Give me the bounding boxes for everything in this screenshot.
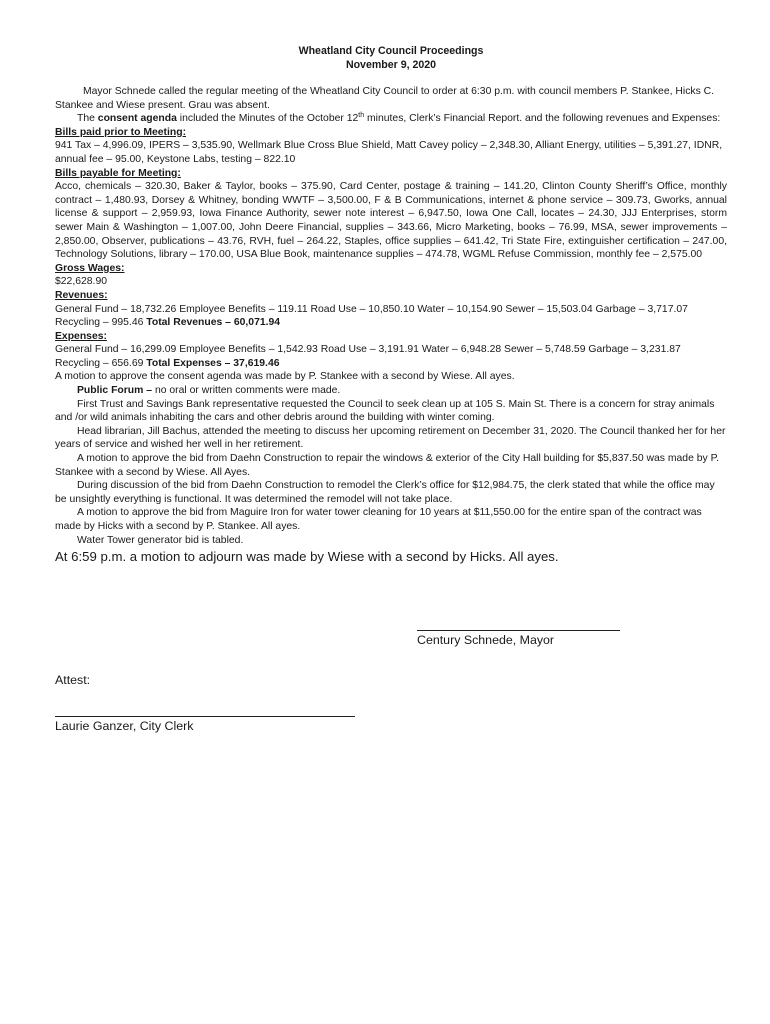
bills-prior-text: 941 Tax – 4,996.09, IPERS – 3,535.90, Wellmark Blue Cross Blue Shield, Matt Cavey policy – 2,348.30, Alliant Energy, utilities – 5,391.27, IDNR, annual fee – 95.00, Keystone Labs, testing – 822.10 <box>55 140 723 165</box>
bills-prior-heading: Bills paid prior to Meeting: <box>55 126 187 138</box>
motion-maguire: A motion to approve the bid from Maguire Iron for water tower cleaning for 10 years at $11,550.00 for the entire span of the contract was made by Hicks with a second by P. Stankee. All ayes. <box>55 507 702 532</box>
expenses-text: General Fund – 16,299.09 Employee Benefits – 1,542.93 Road Use – 3,191.91 Water – 6,948.28 Sewer – 5,748.59 Garbage – 3,231.87 Recycling – 656.69 Total Expenses – 37,619.46 <box>55 344 681 369</box>
intro-paragraph: Mayor Schnede called the regular meeting of the Wheatland City Council to order at 6:30 p.m. with council members P. Stankee, Hicks C. Stankee and Wiese present. Grau was absent. <box>55 86 715 111</box>
public-forum: Public Forum – no oral or written comments were made. <box>77 385 341 397</box>
revenues-text: General Fund – 18,732.26 Employee Benefits – 119.11 Road Use – 10,850.10 Water – 10,154.90 Sewer – 15,503.04 Garbage – 3,717.07 Recycling – 995.46 Total Revenues – 60,071.94 <box>55 303 688 329</box>
mayor-name: Century Schnede, Mayor <box>417 633 555 647</box>
bills-payable-text: Acco, chemicals – 320.30, Baker & Taylor, books – 375.90, Card Center, postage & training – 141.20, Clinton County Sheriff’s Office, monthly contract – 1,480.93, Dorsey & Whitney, bonding WWTF – 3,500.00, F & B Communications, internet & phone service – 309.73, Gworks, annual license & support – 2,959.93, Iowa Finance Authority, sewer note interest – 6,947.50, Iowa One Call, locates – 24.30, JJJ Enterprises, storm sewer Main & Washington – 1,007.00, John Deere Financial, supplies – 343.66, Micro Marketing, books – 76.99, MSA, sewer improvements – 2,850.00, Observer, publications – 43.76, RVH, fuel – 264.22, Staples, office supplies – 641.42, Tri State Fire, extinguisher certification – 247.00, Technology Solutions, library – 170.00, USA Blue Book, maintenance supplies – 474.78, WGML Refuse Commission, monthly fee – 2,575.00 <box>55 181 727 261</box>
revenues-total: Total Revenues – 60,071.94 <box>146 317 281 329</box>
gross-wages-heading: Gross Wages: <box>55 262 125 274</box>
clerk-name: Laurie Ganzer, City Clerk <box>55 719 194 733</box>
expenses-total: Total Expenses – 37,619.46 <box>146 357 280 369</box>
mayor-signature-block <box>417 630 620 648</box>
consent-agenda-label: consent agenda <box>97 113 177 125</box>
adjourn-paragraph: At 6:59 p.m. a motion to adjourn was made by Wiese with a second by Hicks. All ayes. <box>55 549 559 565</box>
librarian-paragraph: Head librarian, Jill Bachus, attended the meeting to discuss her upcoming retirement on December 31, 2020. The Council thanked her for her years of service and wished her well in her retirement. <box>55 425 726 451</box>
expenses-heading: Expenses: <box>55 330 107 342</box>
bills-payable-heading: Bills payable for Meeting: <box>55 167 181 179</box>
document-date: November 9, 2020 <box>345 59 437 71</box>
mayor-signature-line <box>417 630 620 631</box>
first-trust-paragraph: First Trust and Savings Bank representative requested the Council to seek clean up at 105 S. Main St. There is a concern for stray animals and /or wild animals inhabiting the cars and other debris around the building with winter coming. <box>55 398 715 424</box>
gross-wages-value: $22,628.90 <box>55 276 108 288</box>
revenues-heading: Revenues: <box>55 289 108 301</box>
motion-daehn: A motion to approve the bid from Daehn Construction to repair the windows & exterior of the City Hall building for $5,837.50 was made by P. Stankee with a second by Wiese. All Ayes. <box>55 453 720 478</box>
clerk-signature-block <box>55 716 355 734</box>
motion-consent: A motion to approve the consent agenda was made by P. Stankee with a second by Wiese. All ayes. <box>55 371 515 383</box>
consent-paragraph: The consent agenda included the Minutes of the October 12th minutes, Clerk’s Financial Report. and the following revenues and Expenses: <box>77 112 721 125</box>
water-tower-note: Water Tower generator bid is tabled. <box>77 534 244 546</box>
attest-label: Attest: <box>55 673 91 687</box>
daehn-discussion: During discussion of the bid from Daehn Construction to remodel the Clerk’s office for $12,984.75, the clerk stated that while the office may be unsightly everything is functional. It was determined the remodel will not take place. <box>55 480 715 505</box>
document-title: Wheatland City Council Proceedings <box>298 45 484 57</box>
clerk-signature-line <box>55 716 355 717</box>
document-body <box>55 44 727 565</box>
